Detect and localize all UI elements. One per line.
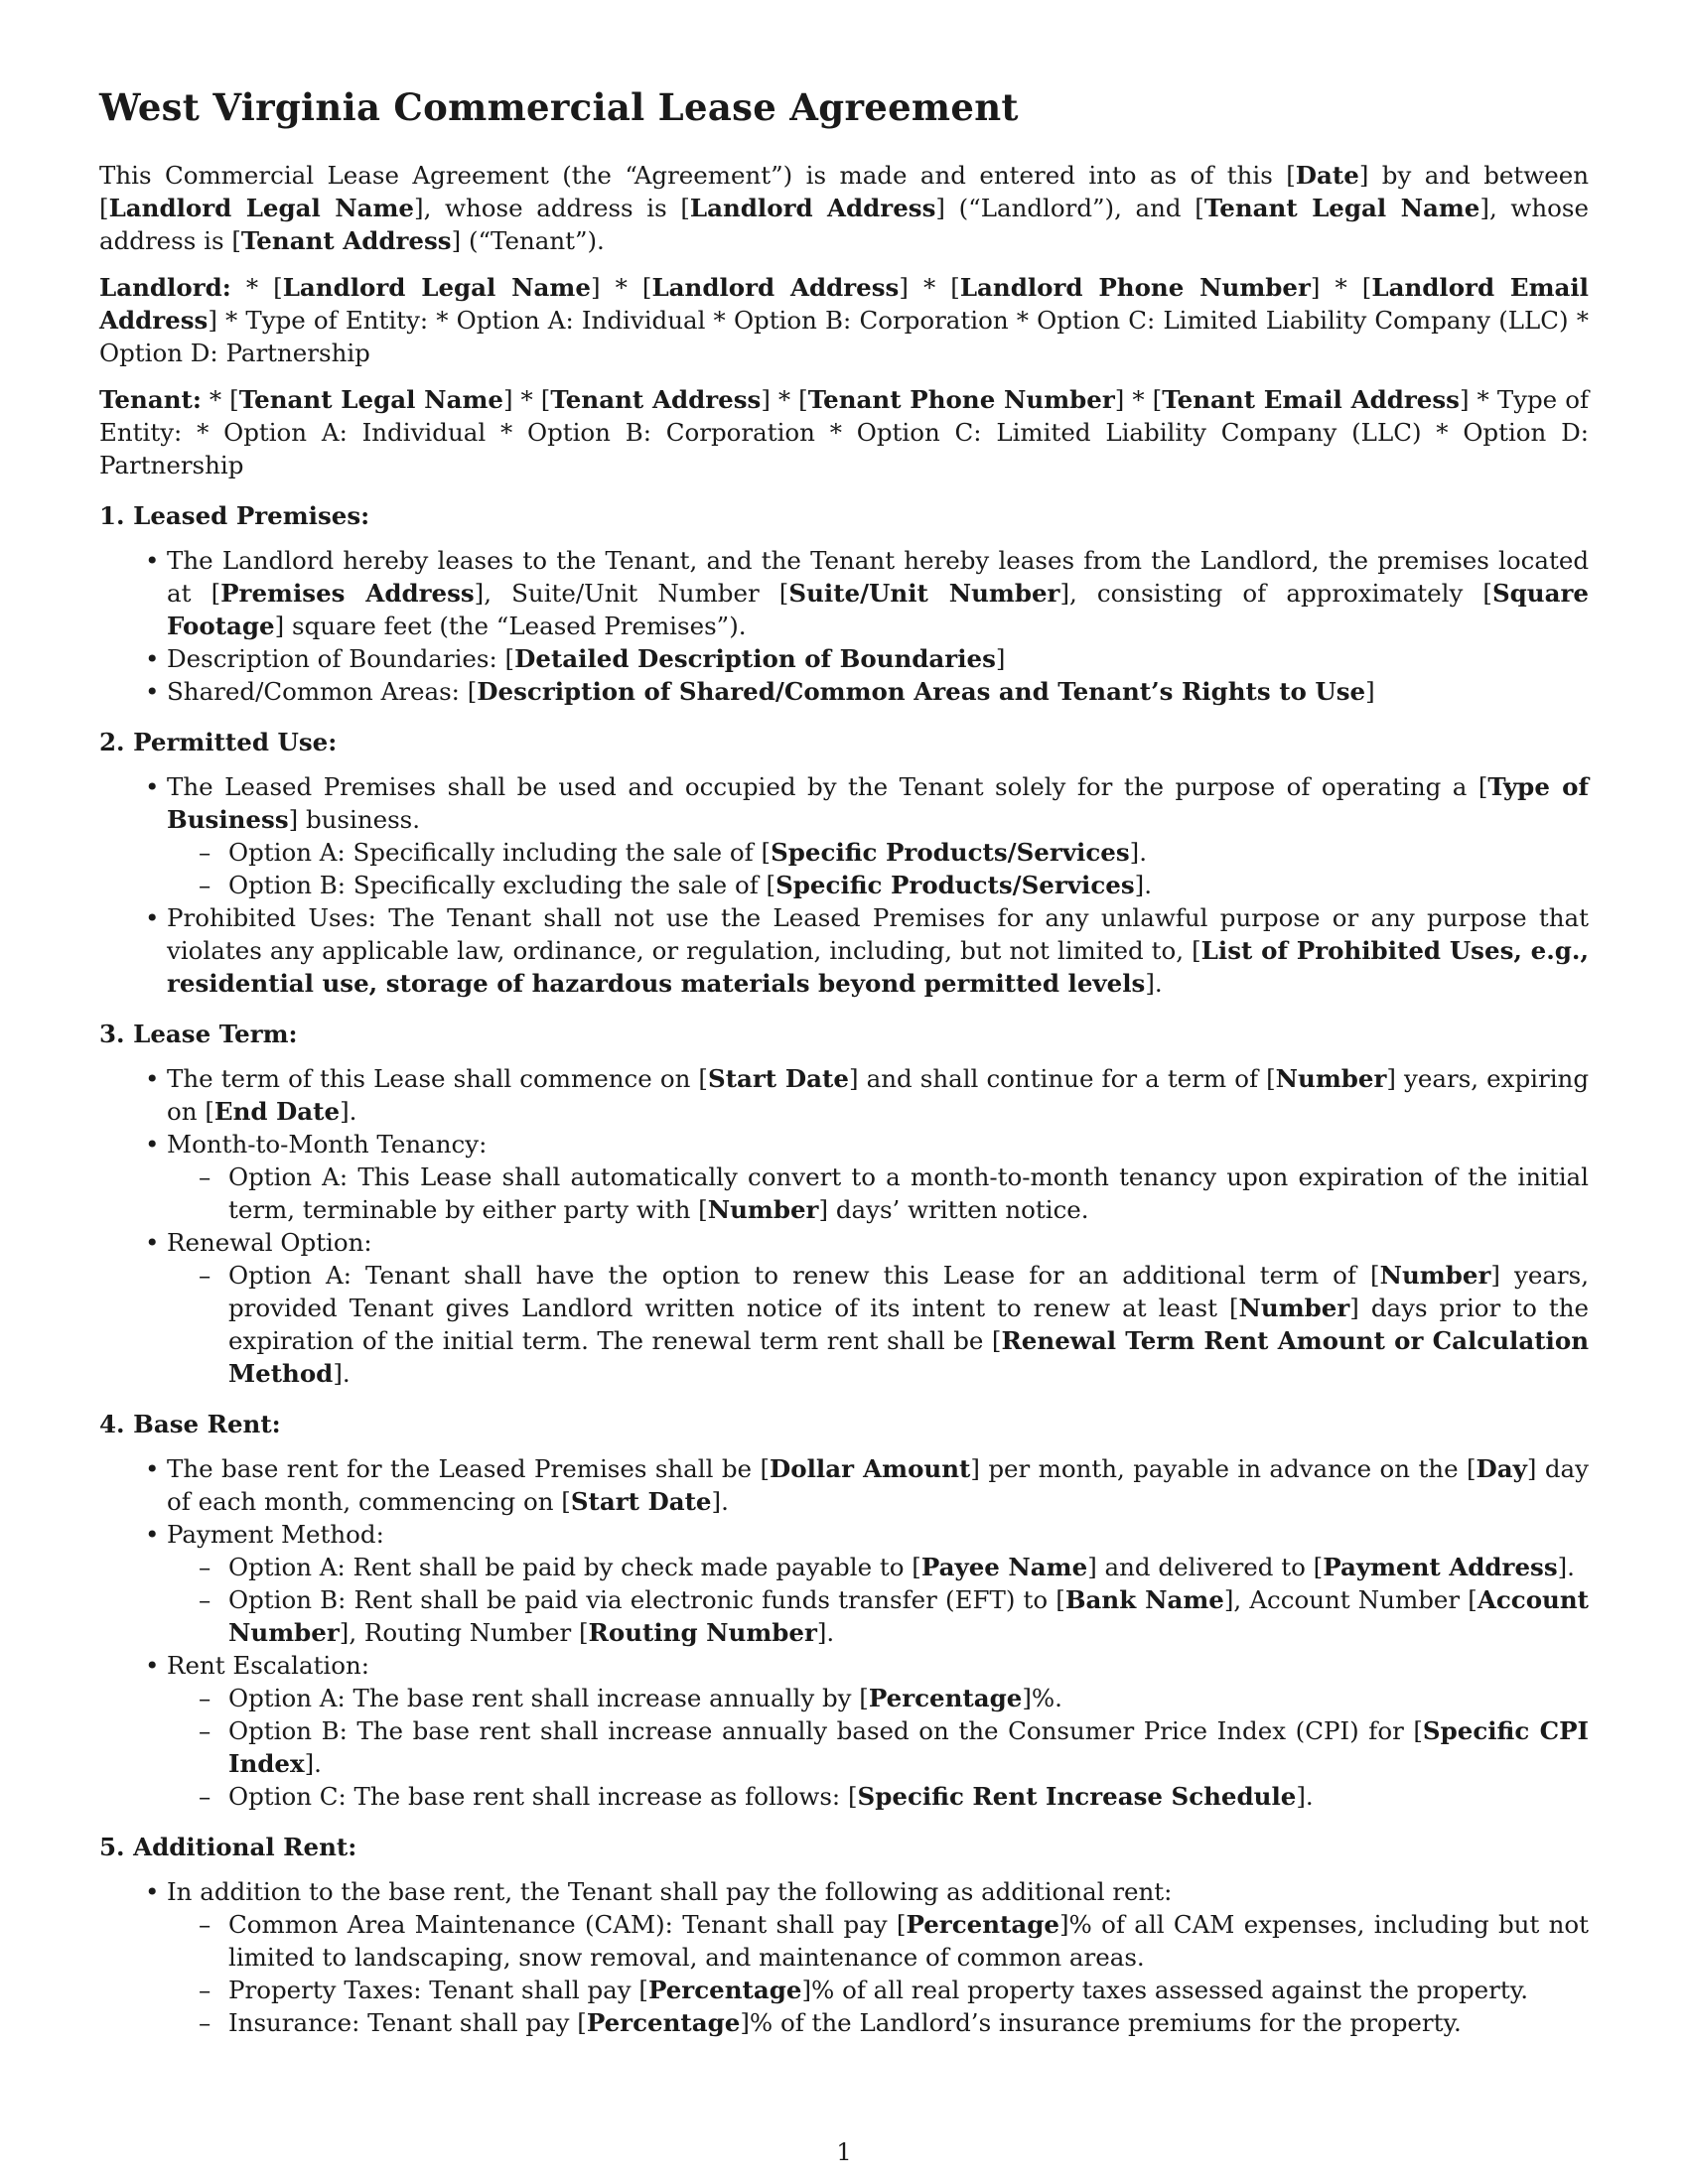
text-run: The Leased Premises shall be used and occupied by the Tenant solely for the purpose of operating a [ xyxy=(167,772,1488,801)
placeholder-field: Tenant Address xyxy=(240,226,452,255)
section-list xyxy=(99,544,1589,708)
text-run: ] per month, payable in advance on the [ xyxy=(970,1454,1477,1483)
placeholder-field: Detailed Description of Boundaries xyxy=(514,644,996,673)
text-run: ], Account Number [ xyxy=(1223,1585,1477,1614)
text-run: ] * [ xyxy=(590,273,652,302)
list-item xyxy=(167,1062,1589,1128)
text-run: ], Routing Number [ xyxy=(339,1618,589,1647)
sub-list xyxy=(167,836,1589,901)
text-run: Option A: The base rent shall increase annually by [ xyxy=(228,1684,869,1712)
placeholder-field: Tenant Legal Name xyxy=(238,385,503,414)
placeholder-field: Landlord: xyxy=(99,273,231,302)
section-list xyxy=(99,1062,1589,1390)
text-run: Option A: Tenant shall have the option to renew this Lease for an additional term of [ xyxy=(228,1261,1380,1290)
text-run: ], consisting of approximately [ xyxy=(1059,579,1492,608)
text-run: Description of Boundaries: [ xyxy=(167,644,515,673)
sub-list-item xyxy=(228,1780,1589,1813)
text-run: ] days’ written notice. xyxy=(818,1195,1089,1224)
text-run: This Commercial Lease Agreement (the “Agreement”) is made and entered into as of this [ xyxy=(99,161,1296,190)
list-item xyxy=(167,1226,1589,1390)
sub-list xyxy=(167,1908,1589,2039)
text-run: The Landlord hereby leases to the Tenant, and the Tenant hereby leases from the Landlord, the premises located at [ xyxy=(167,546,1589,608)
intro-paragraph xyxy=(99,159,1589,257)
text-run: ]% of the Landlord’s insurance premiums for the property. xyxy=(740,2008,1462,2037)
placeholder-field: Date xyxy=(1295,161,1359,190)
text-run: ]. xyxy=(1557,1553,1575,1581)
placeholder-field: Tenant: xyxy=(99,385,202,414)
text-run: * [ xyxy=(230,273,283,302)
placeholder-field: Specific Products/Services xyxy=(775,871,1135,899)
text-run: Shared/Common Areas: [ xyxy=(167,677,478,706)
page-number: 1 xyxy=(836,2138,852,2166)
text-run: ] xyxy=(995,644,1006,673)
placeholder-field: Landlord Legal Name xyxy=(282,273,591,302)
placeholder-field: Tenant Address xyxy=(550,385,762,414)
placeholder-field: Start Date xyxy=(570,1487,712,1516)
text-run: Prohibited Uses: The Tenant shall not use the Leased Premises for any unlawful purpose or any purpose that violates any applicable law, ordinance, or regulation, including, but not limited to, [ xyxy=(167,903,1589,965)
text-run: ] by and between [ xyxy=(99,161,1589,222)
text-run: ]. xyxy=(304,1749,322,1778)
text-run: Option C: The base rent shall increase as follows: [ xyxy=(228,1782,858,1811)
text-run: Option B: Specifically excluding the sale of [ xyxy=(228,871,776,899)
sub-list-item xyxy=(228,1551,1589,1583)
list-item xyxy=(167,1649,1589,1813)
list-item xyxy=(167,770,1589,901)
text-run: Option B: Rent shall be paid via electronic funds transfer (EFT) to [ xyxy=(228,1585,1065,1614)
placeholder-field: Dollar Amount xyxy=(770,1454,971,1483)
placeholder-field: Landlord Email Address xyxy=(99,273,1589,335)
placeholder-field: Tenant Phone Number xyxy=(807,385,1115,414)
text-run: Common Area Maintenance (CAM): Tenant shall pay [ xyxy=(228,1910,907,1939)
placeholder-field: Routing Number xyxy=(588,1618,817,1647)
sub-list xyxy=(167,1160,1589,1226)
sub-list-item xyxy=(228,1583,1589,1649)
placeholder-field: Number xyxy=(1379,1261,1491,1290)
text-run: ] square feet (the “Leased Premises”). xyxy=(274,612,747,640)
list-item xyxy=(167,675,1589,708)
text-run: ] * [ xyxy=(1114,385,1163,414)
sub-list-item xyxy=(228,1908,1589,1974)
placeholder-field: Square Footage xyxy=(167,579,1589,640)
text-run: In addition to the base rent, the Tenant shall pay the following as additional rent: xyxy=(167,1877,1173,1906)
placeholder-field: Landlord Address xyxy=(651,273,900,302)
placeholder-field: Suite/Unit Number xyxy=(788,579,1060,608)
text-run: Payment Method: xyxy=(167,1520,384,1549)
tenant-block xyxy=(99,383,1589,481)
text-run: The term of this Lease shall commence on [ xyxy=(167,1064,708,1093)
placeholder-field: Tenant Email Address xyxy=(1162,385,1460,414)
text-run: ] * [ xyxy=(1310,273,1372,302)
text-run: ] * [ xyxy=(502,385,551,414)
text-run: ], whose address is [ xyxy=(414,194,690,222)
text-run: ]. xyxy=(340,1097,357,1126)
placeholder-field: List of Prohibited Uses, e.g., residential use, storage of hazardous materials beyond permitted levels xyxy=(167,936,1589,998)
placeholder-field: Renewal Term Rent Amount or Calculation Method xyxy=(228,1326,1590,1388)
text-run: ] * Type of Entity: * Option A: Individual * Option B: Corporation * Option C: Limited Liability Company (LLC) * Option D: Partnership xyxy=(99,306,1589,367)
text-run: ] business. xyxy=(288,805,421,834)
text-run: ]. xyxy=(1134,871,1152,899)
placeholder-field: Landlord Phone Number xyxy=(959,273,1311,302)
section-heading: 2. Permitted Use: xyxy=(99,728,338,756)
text-run: Option A: Specifically including the sale of [ xyxy=(228,838,772,867)
section-list xyxy=(99,1452,1589,1813)
sections-container xyxy=(99,499,1589,2039)
placeholder-field: Specific Products/Services xyxy=(771,838,1130,867)
text-run: * [ xyxy=(201,385,239,414)
sub-list-item xyxy=(228,1160,1589,1226)
placeholder-field: Bank Name xyxy=(1064,1585,1224,1614)
text-run: ], Suite/Unit Number [ xyxy=(474,579,789,608)
placeholder-field: Payment Address xyxy=(1323,1553,1558,1581)
placeholder-field: Percentage xyxy=(586,2008,741,2037)
placeholder-field: Type of Business xyxy=(167,772,1589,834)
list-item xyxy=(167,544,1589,642)
text-run: ] and delivered to [ xyxy=(1087,1553,1324,1581)
placeholder-field: Number xyxy=(707,1195,819,1224)
text-run: ], whose address is [ xyxy=(99,194,1589,255)
placeholder-field: Percentage xyxy=(647,1976,802,2004)
text-run: ]. xyxy=(1129,838,1147,867)
text-run: ]. xyxy=(711,1487,729,1516)
placeholder-field: Percentage xyxy=(868,1684,1023,1712)
text-run: ] * Type of Entity: * Option A: Individual * Option B: Corporation * Option C: Limited Liability Company (LLC) * Option D: Partnership xyxy=(99,385,1590,479)
sub-list-item xyxy=(228,1682,1589,1714)
list-item xyxy=(167,1452,1589,1518)
text-run: ]%. xyxy=(1022,1684,1062,1712)
text-run: Option A: Rent shall be paid by check made payable to [ xyxy=(228,1553,921,1581)
placeholder-field: Landlord Address xyxy=(689,194,936,222)
section-heading: 5. Additional Rent: xyxy=(99,1833,357,1861)
placeholder-field: Account Number xyxy=(228,1585,1589,1647)
placeholder-field: Specific CPI Index xyxy=(228,1716,1589,1778)
text-run: ] (“Tenant”). xyxy=(451,226,605,255)
section-heading: 1. Leased Premises: xyxy=(99,501,370,530)
text-run: ] days prior to the expiration of the initial term. The renewal term rent shall be [ xyxy=(228,1294,1589,1355)
text-run: Rent Escalation: xyxy=(167,1651,370,1680)
text-run: Property Taxes: Tenant shall pay [ xyxy=(228,1976,648,2004)
text-run: Option B: The base rent shall increase annually based on the Consumer Price Index (CPI) for [ xyxy=(228,1716,1423,1745)
text-run: The base rent for the Leased Premises shall be [ xyxy=(167,1454,771,1483)
sub-list-item xyxy=(228,2006,1589,2039)
section-list xyxy=(99,770,1589,1000)
placeholder-field: Number xyxy=(1275,1064,1387,1093)
section-heading: 4. Base Rent: xyxy=(99,1410,281,1438)
placeholder-field: Specific Rent Increase Schedule xyxy=(857,1782,1297,1811)
sub-list xyxy=(167,1551,1589,1649)
text-run: Insurance: Tenant shall pay [ xyxy=(228,2008,587,2037)
sub-list xyxy=(167,1682,1589,1813)
sub-list-item xyxy=(228,1714,1589,1780)
text-run: ] years, provided Tenant gives Landlord written notice of its intent to renew at least [ xyxy=(228,1261,1589,1322)
document-title: West Virginia Commercial Lease Agreement xyxy=(99,85,1019,129)
sub-list xyxy=(167,1259,1589,1390)
section-heading: 3. Lease Term: xyxy=(99,1020,298,1048)
text-run: ]% of all CAM expenses, including but not limited to landscaping, snow removal, and maintenance of common areas. xyxy=(228,1910,1589,1972)
text-run: ]% of all real property taxes assessed against the property. xyxy=(801,1976,1529,2004)
section-list xyxy=(99,1875,1589,2039)
placeholder-field: Number xyxy=(1238,1294,1350,1322)
text-run: ]. xyxy=(1145,969,1163,998)
list-item xyxy=(167,1518,1589,1649)
placeholder-field: Percentage xyxy=(906,1910,1059,1939)
placeholder-field: Landlord Legal Name xyxy=(108,194,415,222)
placeholder-field: Start Date xyxy=(708,1064,849,1093)
text-run: Renewal Option: xyxy=(167,1228,372,1257)
text-run: Month-to-Month Tenancy: xyxy=(167,1130,488,1159)
text-run: ]. xyxy=(333,1359,351,1388)
list-item xyxy=(167,1128,1589,1226)
text-run: ] * [ xyxy=(761,385,808,414)
placeholder-field: Payee Name xyxy=(920,1553,1088,1581)
text-run: ] day of each month, commencing on [ xyxy=(167,1454,1589,1516)
text-run: Option A: This Lease shall automatically convert to a month-to-month tenancy upon expiration of the initial term, terminable by either party with [ xyxy=(228,1162,1589,1224)
placeholder-field: Description of Shared/Common Areas and Tenant’s Rights to Use xyxy=(477,677,1366,706)
text-run: ] years, expiring on [ xyxy=(167,1064,1590,1126)
text-run: ] xyxy=(1365,677,1375,706)
placeholder-field: Premises Address xyxy=(220,579,475,608)
placeholder-field: Day xyxy=(1476,1454,1527,1483)
placeholder-field: Tenant Legal Name xyxy=(1203,194,1480,222)
text-run: ] (“Landlord”), and [ xyxy=(935,194,1204,222)
text-run: ]. xyxy=(816,1618,835,1647)
list-item xyxy=(167,642,1589,675)
list-item xyxy=(167,1875,1589,2039)
placeholder-field: End Date xyxy=(213,1097,341,1126)
landlord-block xyxy=(99,271,1589,369)
sub-list-item xyxy=(228,869,1589,901)
text-run: ] * [ xyxy=(899,273,960,302)
sub-list-item xyxy=(228,1974,1589,2006)
sub-list-item xyxy=(228,1259,1589,1390)
text-run: ]. xyxy=(1296,1782,1314,1811)
text-run: ] and shall continue for a term of [ xyxy=(848,1064,1276,1093)
list-item xyxy=(167,901,1589,1000)
sub-list-item xyxy=(228,836,1589,869)
